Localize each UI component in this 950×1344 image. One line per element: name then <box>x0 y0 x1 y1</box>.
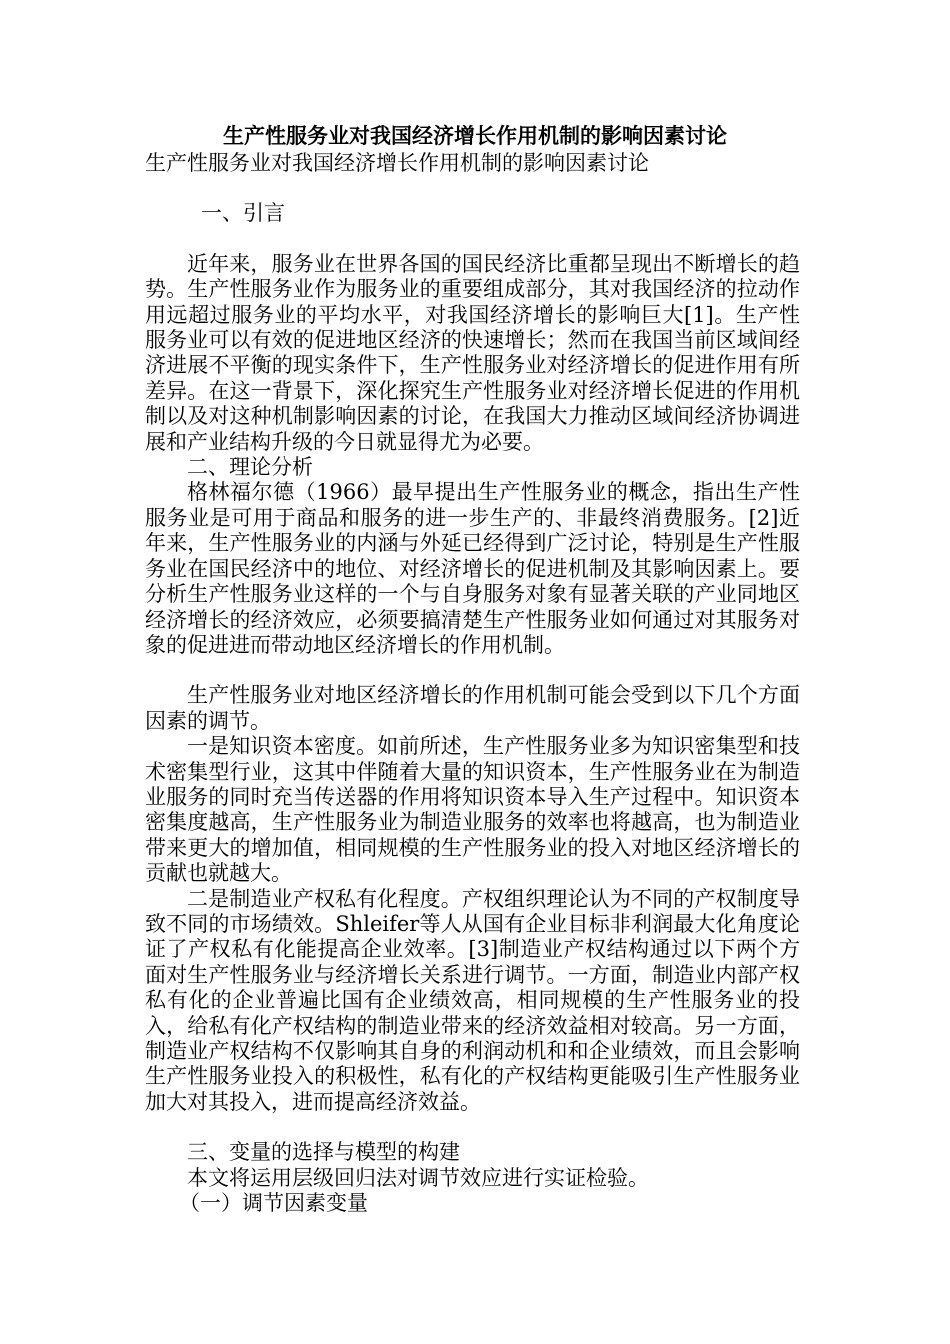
section-heading-theory: 二、理论分析 <box>187 455 313 480</box>
subsection-heading-moderators: （一）调节因素变量 <box>179 1191 368 1216</box>
document-body <box>145 151 800 1216</box>
spacer <box>145 1115 800 1140</box>
document-subtitle: 生产性服务业对我国经济增长作用机制的影响因素讨论 <box>145 151 649 175</box>
section-heading-introduction: 一、引言 <box>201 201 285 226</box>
spacer <box>145 658 800 683</box>
paragraph-theory-1: 格林福尔德（1966）最早提出生产性服务业的概念，指出生产性服务业是可用于商品和服务的进一步生产的、非最终消费服务。[2]近年来，生产性服务业的内涵与外延已经得到广泛讨论，特别是生产性服务业在国民经济中的地位、对经济增长的促进机制及其影响因素上。要分析生产性服务业这样的一个与自身服务对象有显著关联的产业同地区经济增长的经济效应，必须要搞清楚生产性服务业如何通过对其服务对象的促进进而带动地区经济增长的作用机制。 <box>145 480 800 657</box>
document-title: 生产性服务业对我国经济增长作用机制的影响因素讨论 <box>223 124 727 148</box>
paragraph-knowledge-capital: 一是知识资本密度。如前所述，生产性服务业多为知识密集型和技术密集型行业，这其中伴随着大量的知识资本，生产性服务业在为制造业服务的同时充当传送器的作用将知识资本导入生产过程中。知识资本密集度越高，生产性服务业为制造业服务的效率也将越高，也为制造业带来更大的增加值，相同规模的生产性服务业的投入对地区经济增长的贡献也就越大。 <box>145 734 800 886</box>
spacer <box>145 176 800 201</box>
paragraph-property-rights: 二是制造业产权私有化程度。产权组织理论认为不同的产权制度导致不同的市场绩效。Shleifer等人从国有企业目标非利润最大化角度论证了产权私有化能提高企业效率。[3]制造业产权结构通过以下两个方面对生产性服务业与经济增长关系进行调节。一方面，制造业内部产权私有化的企业普遍比国有企业绩效高，相同规模的生产性服务业的投入，给私有化产权结构的制造业带来的经济效益相对较高。另一方面，制造业产权结构不仅影响其自身的利润动机和和企业绩效，而且会影响生产性服务业投入的积极性，私有化的产权结构更能吸引生产性服务业加大对其投入，进而提高经济效益。 <box>145 886 800 1114</box>
section-heading-variables: 三、变量的选择与模型的构建 <box>187 1140 460 1165</box>
paragraph-method: 本文将运用层级回归法对调节效应进行实证检验。 <box>187 1165 649 1190</box>
paragraph-introduction: 近年来，服务业在世界各国的国民经济比重都呈现出不断增长的趋势。生产性服务业作为服务业的重要组成部分，其对我国经济的拉动作用远超过服务业的平均水平，对我国经济增长的影响巨大[1]。生产性服务业可以有效的促进地区经济的快速增长；然而在我国当前区域间经济进展不平衡的现实条件下，生产性服务业对经济增长的促进作用有所差异。在这一背景下，深化探究生产性服务业对经济增长促进的作用机制以及对这种机制影响因素的讨论，在我国大力推动区域间经济协调进展和产业结构升级的今日就显得尤为必要。 <box>145 251 800 454</box>
paragraph-theory-2: 生产性服务业对地区经济增长的作用机制可能会受到以下几个方面因素的调节。 <box>145 683 800 733</box>
spacer <box>145 227 800 252</box>
